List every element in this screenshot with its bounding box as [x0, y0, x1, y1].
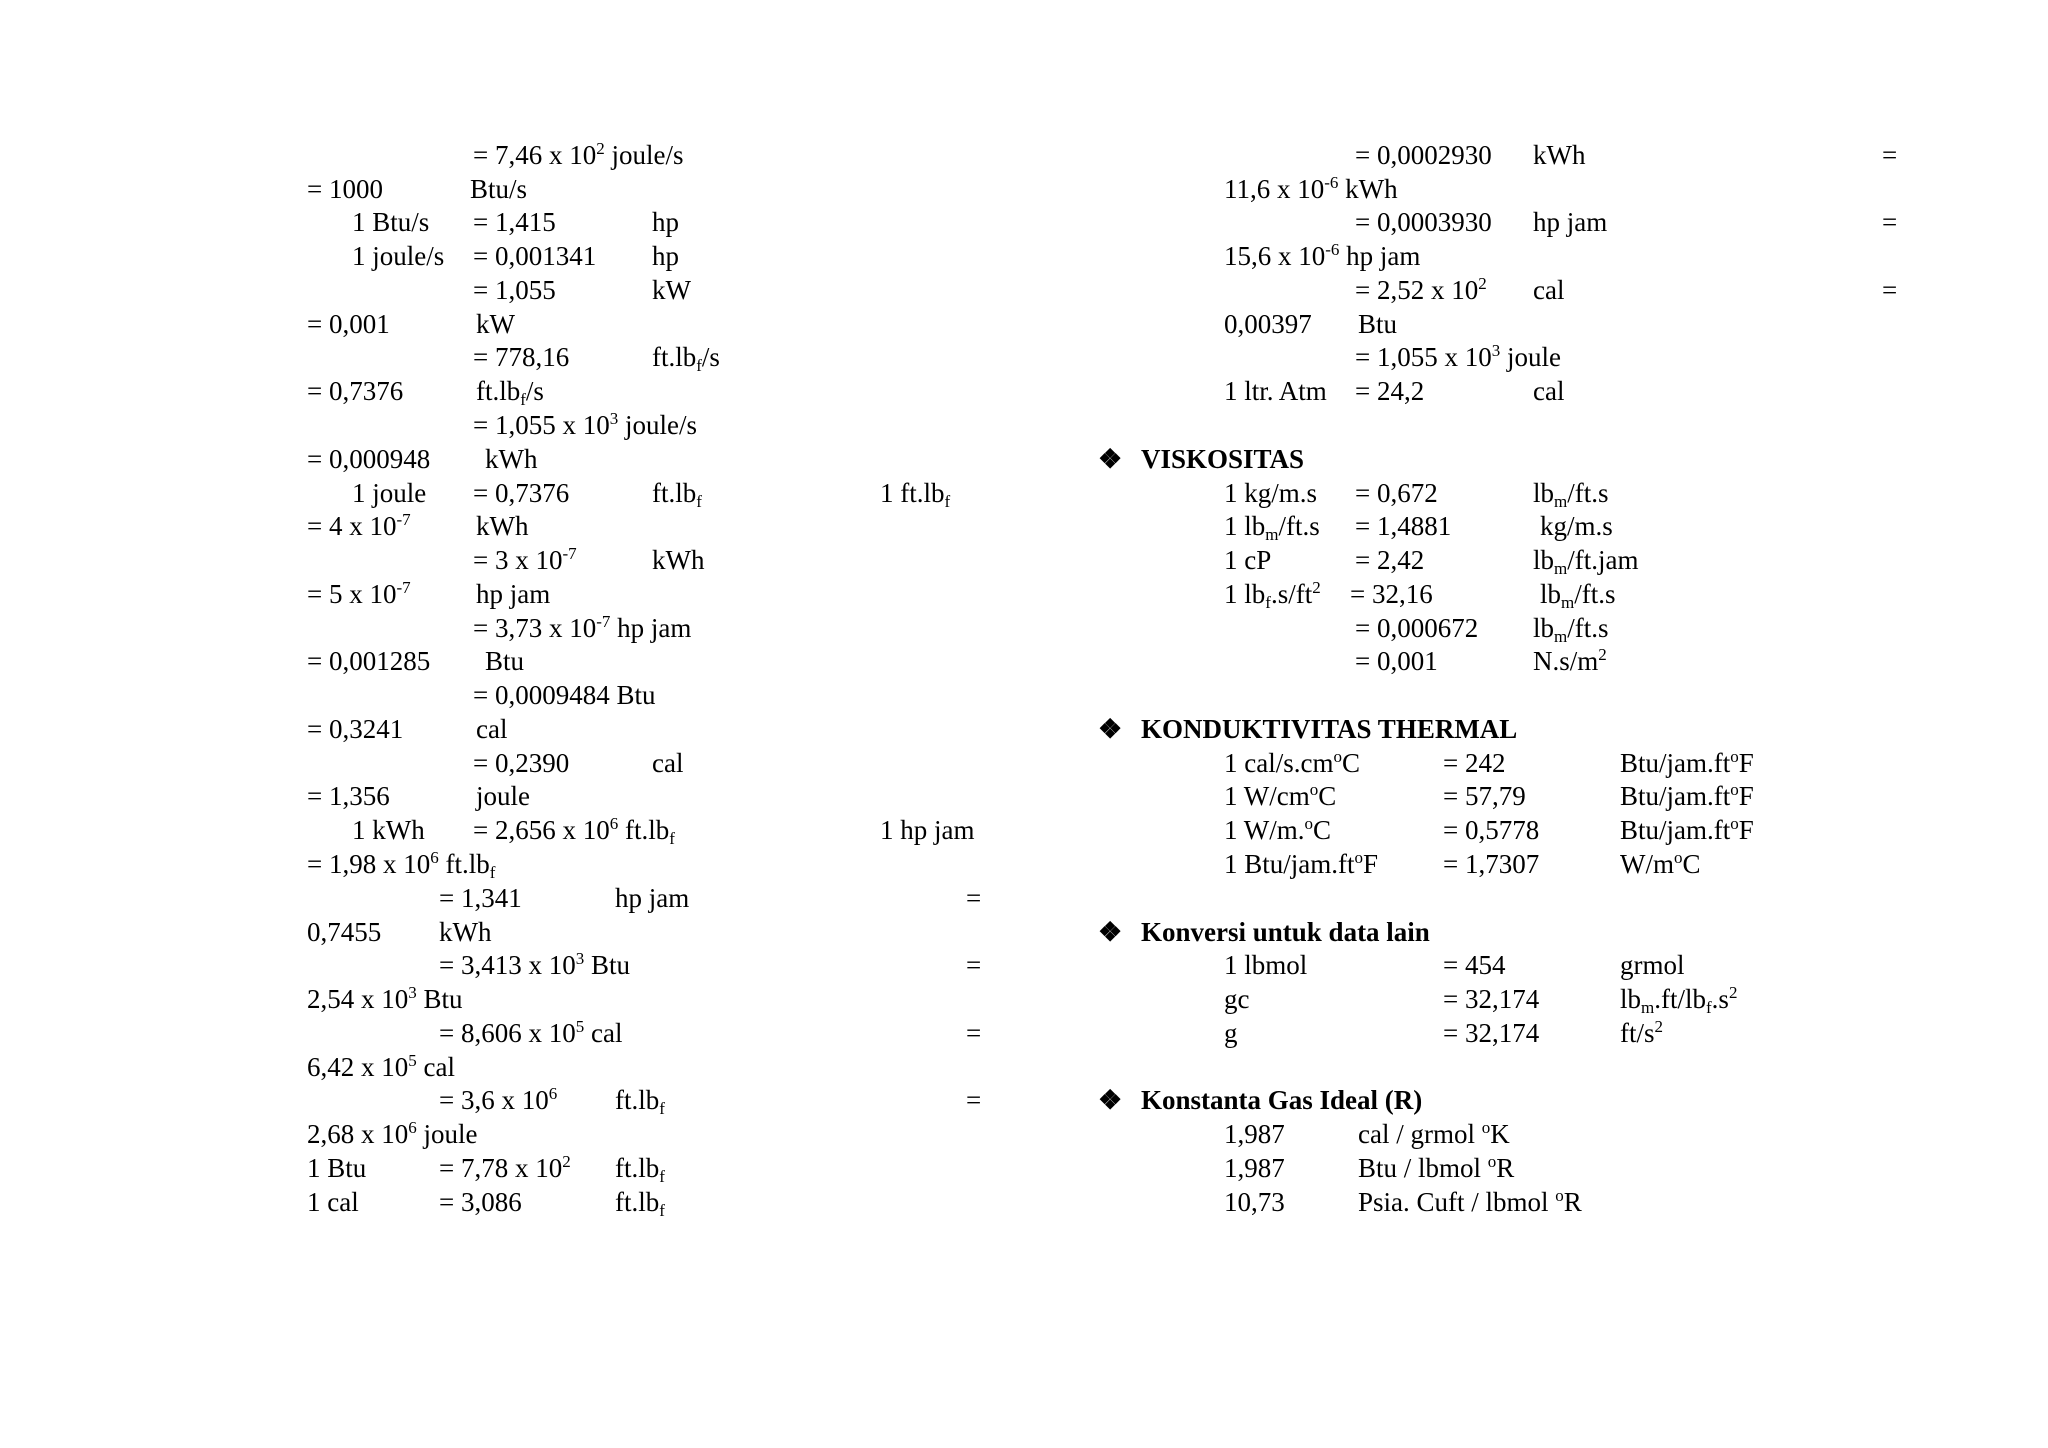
- left-conversion-cell: 1 hp jam: [880, 815, 975, 845]
- left-conversion-cell: = 0,001: [307, 309, 390, 339]
- left-conversion-cell: = 1,055 x $10^3$ joule/s: [473, 409, 697, 440]
- right-conversion-cell: cal / grmol $^o$K: [1358, 1118, 1510, 1149]
- right-conversion-cell: Btu/$jam.ft^oF$: [1620, 814, 1754, 845]
- left-conversion-cell: hp jam: [615, 883, 690, 913]
- left-conversion-cell: = 7,46 x $10^2$ joule/s: [473, 139, 684, 170]
- right-conversion-cell: 1,987: [1224, 1119, 1285, 1149]
- right-conversion-cell: 10,73: [1224, 1187, 1285, 1217]
- right-conversion-cell: = 0,001: [1355, 646, 1438, 676]
- left-conversion-cell: = 1,055: [473, 275, 556, 305]
- right-conversion-cell: 11,6 x $10^{-6}$ kWh: [1224, 173, 1398, 204]
- right-conversion-cell: = 0,000672: [1355, 613, 1479, 643]
- left-conversion-cell: 1 $ft.lb_f$: [880, 478, 951, 511]
- left-conversion-cell: = 1000: [307, 174, 383, 204]
- left-conversion-cell: = 0,001341: [473, 241, 597, 271]
- left-conversion-cell: $ft.lb_f$: [615, 1187, 665, 1220]
- left-conversion-cell: = 778,16: [473, 342, 570, 372]
- section-heading: Konversi untuk data lain: [1141, 917, 1430, 947]
- section-heading: VISKOSITAS: [1141, 444, 1305, 474]
- left-conversion-cell: = 3,73 x $10^{-7}$ hp jam: [473, 612, 692, 643]
- right-conversion-cell: = 32,174: [1443, 1018, 1540, 1048]
- right-conversion-cell: Btu/$jam.ft^oF$: [1620, 747, 1754, 778]
- left-conversion-cell: 1 joule: [352, 478, 427, 508]
- right-conversion-cell: Btu / lbmol $^o$R: [1358, 1152, 1515, 1183]
- left-conversion-cell: kW: [652, 275, 691, 305]
- right-conversion-cell: 1 $W/cm^oC$: [1224, 780, 1337, 811]
- right-conversion-cell: = 0,0002930: [1355, 140, 1492, 170]
- right-conversion-cell: = 2,42: [1355, 545, 1425, 575]
- left-conversion-cell: 0,7455: [307, 917, 382, 947]
- left-conversion-cell: = 0,001285: [307, 646, 431, 676]
- left-conversion-cell: 1 kWh: [352, 815, 425, 845]
- left-conversion-cell: = 3 x $10^{-7}$: [473, 544, 577, 575]
- right-conversion-cell: kg/m.s: [1540, 511, 1613, 541]
- right-conversion-cell: $lb_m.ft/lb_f.s^2$: [1620, 983, 1738, 1017]
- right-conversion-cell: =: [1882, 140, 1898, 170]
- left-conversion-cell: 1 cal: [307, 1187, 359, 1217]
- left-conversion-cell: =: [966, 1018, 982, 1048]
- left-conversion-cell: = 4 x $10^{-7}$: [307, 510, 411, 541]
- right-conversion-cell: = 0,0003930: [1355, 207, 1492, 237]
- right-conversion-cell: cal: [1533, 376, 1565, 406]
- right-conversion-cell: $lb_m/ft.jam$: [1533, 545, 1639, 578]
- right-conversion-cell: = 24,2: [1355, 376, 1425, 406]
- right-conversion-cell: cal: [1533, 275, 1565, 305]
- right-conversion-cell: 1 ltr. Atm: [1224, 376, 1327, 406]
- left-conversion-cell: = 2,656 x $10^6$ $ft.lb_f$: [473, 814, 675, 848]
- right-conversion-cell: $lb_m/ft.s$: [1533, 478, 1609, 511]
- left-conversion-cell: 1 joule/s: [352, 241, 445, 271]
- left-conversion-cell: hp: [652, 241, 679, 271]
- right-conversion-cell: g: [1224, 1018, 1238, 1048]
- right-conversion-cell: = 0,672: [1355, 478, 1438, 508]
- right-conversion-cell: Btu: [1358, 309, 1398, 339]
- left-conversion-cell: = 1,98 x $10^6$ $ft.lb_f$: [307, 848, 496, 882]
- left-conversion-cell: kWh: [476, 511, 529, 541]
- right-conversion-cell: $lb_m/ft.s$: [1540, 579, 1616, 612]
- right-conversion-cell: $lb_m/ft.s$: [1533, 613, 1609, 646]
- right-conversion-cell: =: [1882, 207, 1898, 237]
- left-conversion-cell: =: [966, 1085, 982, 1115]
- right-conversion-cell: 1 Btu/$jam.ft^oF$: [1224, 848, 1379, 879]
- bullet-diamond-icon: ❖: [1098, 1085, 1123, 1115]
- right-conversion-cell: Psia. Cuft / lbmol $^o$R: [1358, 1186, 1582, 1217]
- right-conversion-cell: kWh: [1533, 140, 1586, 170]
- left-conversion-cell: kW: [476, 309, 515, 339]
- left-conversion-cell: $ft.lb_f/s$: [476, 376, 544, 409]
- left-conversion-cell: cal: [652, 748, 684, 778]
- left-conversion-cell: = 1,415: [473, 207, 556, 237]
- left-conversion-cell: joule: [476, 781, 530, 811]
- right-conversion-cell: = 0,5778: [1443, 815, 1540, 845]
- left-conversion-cell: Btu/s: [470, 174, 528, 204]
- left-conversion-cell: 1 Btu: [307, 1153, 367, 1183]
- section-heading: Konstanta Gas Ideal (R): [1141, 1085, 1423, 1115]
- left-conversion-cell: 2,54 x $10^3$ Btu: [307, 983, 463, 1014]
- right-conversion-cell: $N.s/m^2$: [1533, 645, 1607, 676]
- right-conversion-cell: = 1,4881: [1355, 511, 1452, 541]
- right-conversion-cell: = 1,7307: [1443, 849, 1540, 879]
- right-conversion-cell: 1 cP: [1224, 545, 1272, 575]
- right-conversion-cell: $ft/s^2$: [1620, 1017, 1664, 1048]
- right-conversion-cell: =: [1882, 275, 1898, 305]
- right-conversion-cell: = 242: [1443, 748, 1506, 778]
- left-conversion-cell: 6,42 x $10^5$ cal: [307, 1051, 455, 1082]
- right-conversion-cell: 1 $lb_m/ft.s$: [1224, 511, 1320, 544]
- left-conversion-cell: cal: [476, 714, 508, 744]
- right-conversion-cell: 1 $lb_f.s/ft^2$: [1224, 578, 1321, 612]
- left-conversion-cell: = 3,086: [439, 1187, 522, 1217]
- left-conversion-cell: = 0,7376: [307, 376, 404, 406]
- left-conversion-cell: =: [966, 950, 982, 980]
- left-conversion-cell: $ft.lb_f/s$: [652, 342, 720, 375]
- right-conversion-cell: grmol: [1620, 950, 1685, 980]
- bullet-diamond-icon: ❖: [1098, 917, 1123, 947]
- right-conversion-cell: 1 lbmol: [1224, 950, 1308, 980]
- left-conversion-cell: Btu: [485, 646, 525, 676]
- left-conversion-cell: 1 Btu/s: [352, 207, 430, 237]
- left-conversion-cell: =: [966, 883, 982, 913]
- left-conversion-cell: = 0,3241: [307, 714, 404, 744]
- right-conversion-cell: = 32,174: [1443, 984, 1540, 1014]
- right-conversion-cell: = 57,79: [1443, 781, 1526, 811]
- left-conversion-cell: = 0,0009484 Btu: [473, 680, 656, 710]
- left-conversion-cell: hp: [652, 207, 679, 237]
- section-heading: KONDUKTIVITAS THERMAL: [1141, 714, 1518, 744]
- right-conversion-cell: = 2,52 x $10^2$: [1355, 274, 1487, 305]
- left-conversion-cell: = 5 x $10^{-7}$: [307, 578, 411, 609]
- right-conversion-cell: = 32,16: [1350, 579, 1433, 609]
- right-conversion-cell: gc: [1224, 984, 1250, 1014]
- right-conversion-cell: $W/m^oC$: [1620, 848, 1701, 879]
- bullet-diamond-icon: ❖: [1098, 714, 1123, 744]
- right-conversion-cell: Btu/$jam.ft^oF$: [1620, 780, 1754, 811]
- left-conversion-cell: kWh: [652, 545, 705, 575]
- left-conversion-cell: $ft.lb_f$: [615, 1153, 665, 1186]
- left-conversion-cell: = 1,341: [439, 883, 522, 913]
- right-conversion-cell: 0,00397: [1224, 309, 1312, 339]
- left-conversion-cell: kWh: [439, 917, 492, 947]
- left-conversion-cell: = 1,356: [307, 781, 390, 811]
- left-conversion-cell: hp jam: [476, 579, 551, 609]
- right-conversion-cell: 1 W/m.$^o$C: [1224, 814, 1332, 845]
- left-conversion-cell: = 3,413 x $10^3$ Btu: [439, 949, 630, 980]
- bullet-diamond-icon: ❖: [1098, 444, 1123, 474]
- left-conversion-cell: = 0,7376: [473, 478, 570, 508]
- left-conversion-cell: 2,68 x $10^6$ joule: [307, 1118, 478, 1149]
- left-conversion-cell: = 3,6 x $10^6$: [439, 1084, 558, 1115]
- left-conversion-cell: $ft.lb_f$: [652, 478, 702, 511]
- right-conversion-cell: 1,987: [1224, 1153, 1285, 1183]
- right-conversion-cell: 15,6 x $10^{-6}$ hp jam: [1224, 240, 1421, 271]
- left-conversion-cell: = 0,000948: [307, 444, 431, 474]
- right-conversion-cell: = 1,055 x $10^3$ joule: [1355, 341, 1561, 372]
- right-conversion-cell: = 454: [1443, 950, 1506, 980]
- left-conversion-cell: = 8,606 x $10^5$ cal: [439, 1017, 623, 1048]
- right-conversion-cell: 1 cal/$s.cm^oC$: [1224, 747, 1360, 778]
- left-conversion-cell: $ft.lb_f$: [615, 1085, 665, 1118]
- left-conversion-cell: kWh: [485, 444, 538, 474]
- left-conversion-cell: = 0,2390: [473, 748, 570, 778]
- right-conversion-cell: hp jam: [1533, 207, 1608, 237]
- right-conversion-cell: 1 kg/m.s: [1224, 478, 1318, 508]
- left-conversion-cell: = 7,78 x $10^2$: [439, 1152, 571, 1183]
